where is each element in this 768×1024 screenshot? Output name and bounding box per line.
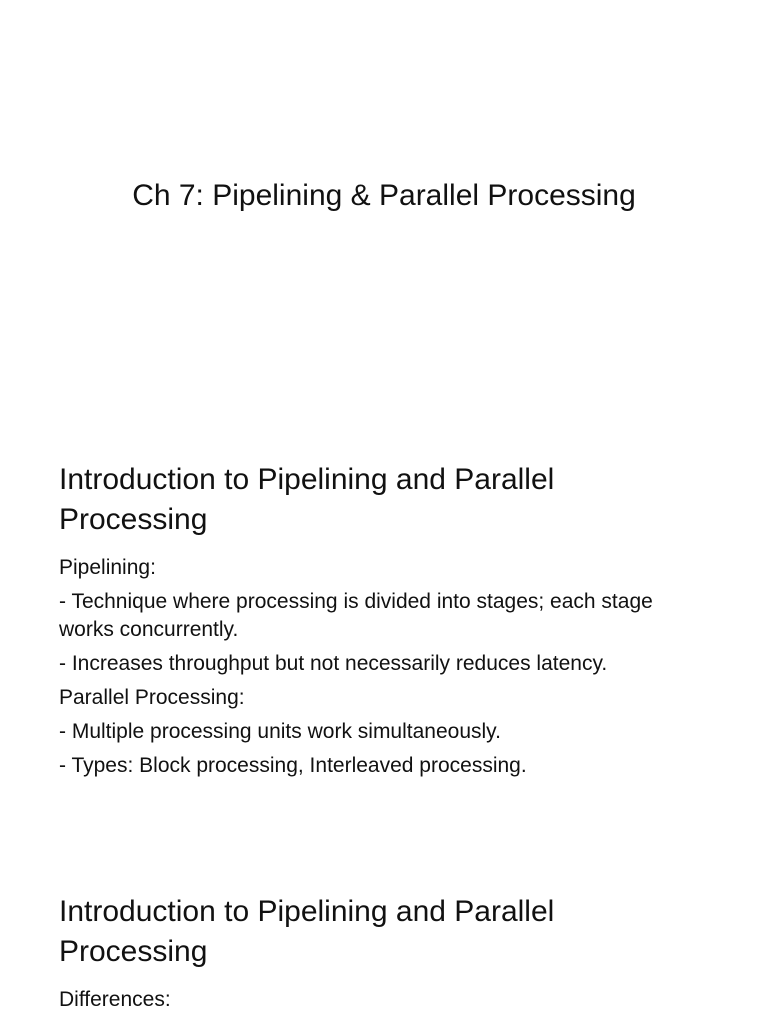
- bullet-pipelining-throughput: - Increases throughput but not necessarily reduces latency.: [59, 652, 608, 675]
- section-label-differences: Differences:: [59, 988, 171, 1011]
- bullet-pipelining-technique: - Technique where processing is divided into stages; each stage works concurrently.: [59, 590, 653, 641]
- bullet-parallel-units: - Multiple processing units work simultaneously.: [59, 720, 501, 743]
- slide-heading: Introduction to Pipelining and Parallel Processing: [59, 463, 555, 536]
- section-label-parallel: Parallel Processing:: [59, 686, 245, 709]
- section-label-pipelining: Pipelining:: [59, 556, 156, 579]
- slide-introduction: [0, 432, 768, 864]
- slide-differences: [0, 864, 768, 1024]
- bullet-parallel-types: - Types: Block processing, Interleaved processing.: [59, 754, 527, 777]
- document-title: Ch 7: Pipelining & Parallel Processing: [132, 179, 636, 212]
- slide-heading: Introduction to Pipelining and Parallel Processing: [59, 895, 555, 968]
- slide-title: [0, 0, 768, 432]
